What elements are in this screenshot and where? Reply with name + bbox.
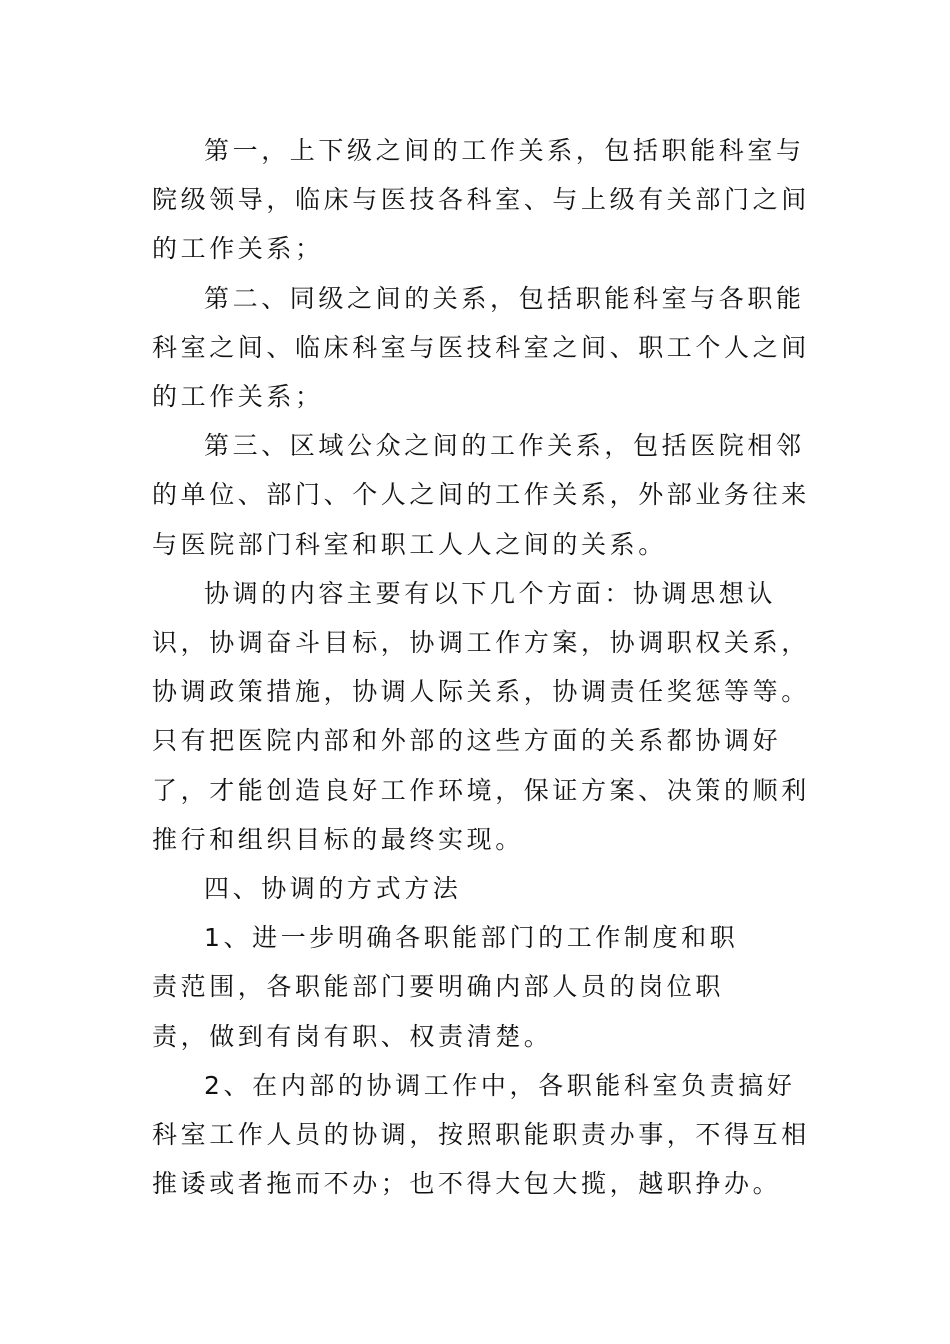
section-heading-coordination-methods: 四、协调的方式方法: [204, 874, 462, 904]
paragraph-method-1: 1、进一步明确各职能部门的工作制度和职责范围，各职能部门要明确内部人员的岗位职责，做到有岗有职、权责清楚。: [152, 923, 739, 1051]
paragraph-peer-relations: 第二、同级之间的关系，包括职能科室与各职能科室之间、临床科室与医技科室之间、职工个人之间的工作关系；: [152, 283, 810, 412]
paragraph-superior-subordinate-relations: 第一，上下级之间的工作关系，包括职能科室与院级领导，临床与医技各科室、与上级有关部门之间的工作关系；: [152, 136, 810, 264]
document-body: [152, 126, 812, 1208]
paragraph-coordination-content: 协调的内容主要有以下几个方面：协调思想认识，协调奋斗目标，协调工作方案，协调职权关系，协调政策措施，协调人际关系，协调责任奖惩等等。只有把医院内部和外部的这些方面的关系都协调好了，才能创造良好工作环境，保证方案、决策的顺利推行和组织目标的最终实现。: [152, 578, 810, 854]
paragraph-method-2: 2、在内部的协调工作中，各职能科室负责搞好科室工作人员的协调，按照职能职责办事，不得互相推诿或者拖而不办；也不得大包大揽，越职挣办。: [152, 1070, 810, 1199]
paragraph-public-relations: 第三、区域公众之间的工作关系，包括医院相邻的单位、部门、个人之间的工作关系，外部业务往来与医院部门科室和职工人人之间的关系。: [152, 431, 810, 559]
